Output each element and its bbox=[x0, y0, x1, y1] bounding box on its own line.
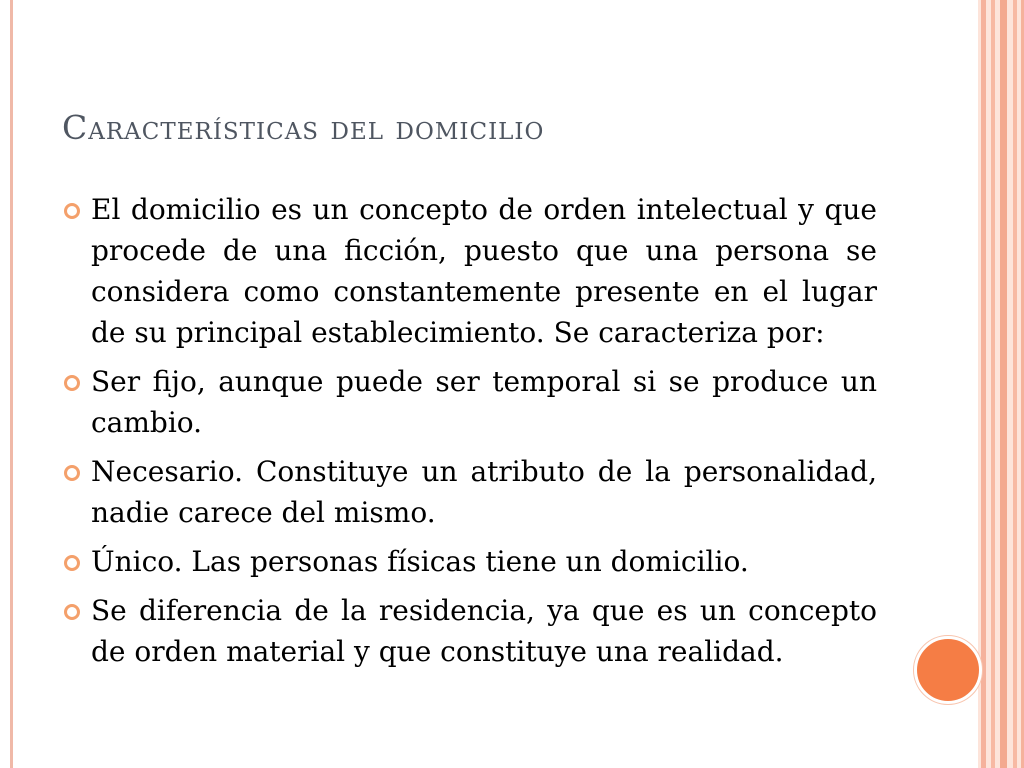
circle-bullet-icon bbox=[64, 604, 80, 620]
bullet-text: Único. Las personas físicas tiene un domicilio. bbox=[91, 545, 749, 578]
left-frame-line bbox=[10, 0, 13, 768]
circle-bullet-icon bbox=[64, 375, 80, 391]
right-border-stripe bbox=[981, 0, 986, 768]
bullet-text: Se diferencia de la residencia, ya que es un concepto de orden material y que constituye una realidad. bbox=[91, 594, 877, 668]
bullet-item bbox=[62, 590, 877, 672]
bullet-item bbox=[62, 189, 877, 353]
right-border-stripe bbox=[1000, 0, 1007, 768]
bullet-item bbox=[62, 361, 877, 443]
slide-title: Características del domicilio bbox=[62, 108, 545, 147]
right-border-stripe bbox=[1013, 0, 1017, 768]
right-border-stripe bbox=[991, 0, 995, 768]
circle-bullet-icon bbox=[64, 555, 80, 571]
bullet-list bbox=[62, 189, 877, 680]
bullet-text: Necesario. Constituye un atributo de la personalidad, nadie carece del mismo. bbox=[91, 455, 877, 529]
bullet-item bbox=[62, 541, 877, 582]
circle-bullet-icon bbox=[64, 465, 80, 481]
circle-bullet-icon bbox=[64, 203, 80, 219]
bullet-text: Ser fijo, aunque puede ser temporal si se produce un cambio. bbox=[91, 365, 877, 439]
orange-circle-icon bbox=[914, 636, 982, 704]
bullet-text: El domicilio es un concepto de orden intelectual y que procede de una ficción, puesto que una persona se considera como constantemente presente en el lugar de su principal establecimiento. Se caracteriza por: bbox=[91, 193, 877, 349]
bullet-item bbox=[62, 451, 877, 533]
